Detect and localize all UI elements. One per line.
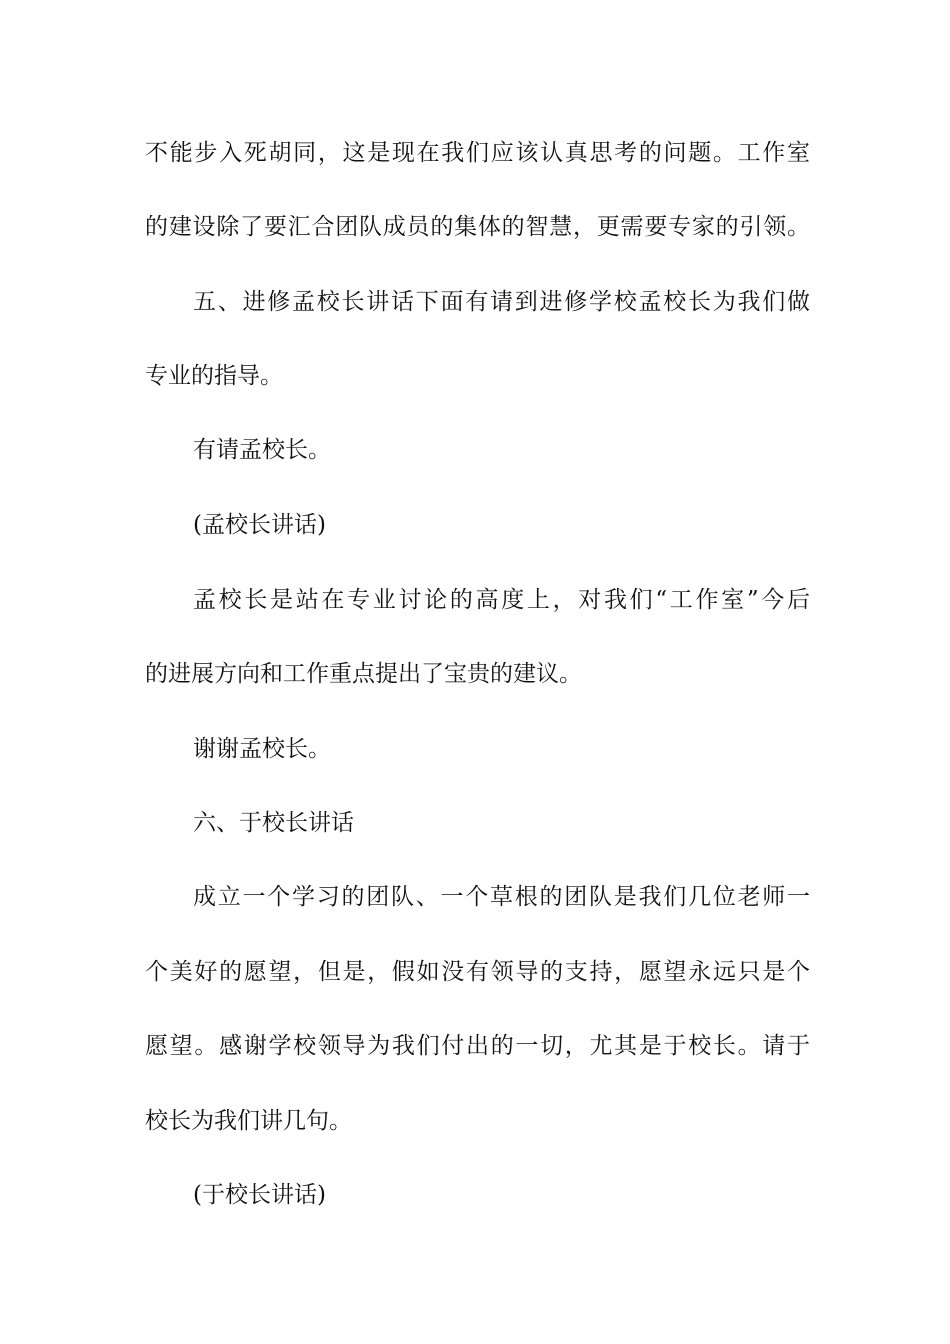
paragraph-line: 孟校长是站在专业讨论的高度上，对我们“工作室”今后 [193,587,810,613]
paragraph-line: 校长为我们讲几句。 [145,1108,352,1134]
paragraph-line: 有请孟校长。 [193,437,331,463]
section-heading-line: 五、进修孟校长讲话下面有请到进修学校孟校长为我们做 [193,289,810,315]
paragraph-line: 专业的指导。 [145,363,283,389]
stage-direction: (孟校长讲话) [193,512,326,538]
paragraph-line: 个美好的愿望，但是，假如没有领导的支持，愿望永远只是个 [145,959,810,985]
paragraph-line: 不能步入死胡同，这是现在我们应该认真思考的问题。工作室 [145,140,810,166]
stage-direction: (于校长讲话) [193,1182,326,1208]
paragraph-line: 愿望。感谢学校领导为我们付出的一切，尤其是于校长。请于 [145,1033,810,1059]
paragraph-line: 谢谢孟校长。 [193,736,331,762]
paragraph-line: 的建设除了要汇合团队成员的集体的智慧，更需要专家的引领。 [145,214,810,240]
section-heading-line: 六、于校长讲话 [193,810,354,836]
paragraph-line: 成立一个学习的团队、一个草根的团队是我们几位老师一 [193,884,810,910]
paragraph-line: 的进展方向和工作重点提出了宝贵的建议。 [145,661,582,687]
